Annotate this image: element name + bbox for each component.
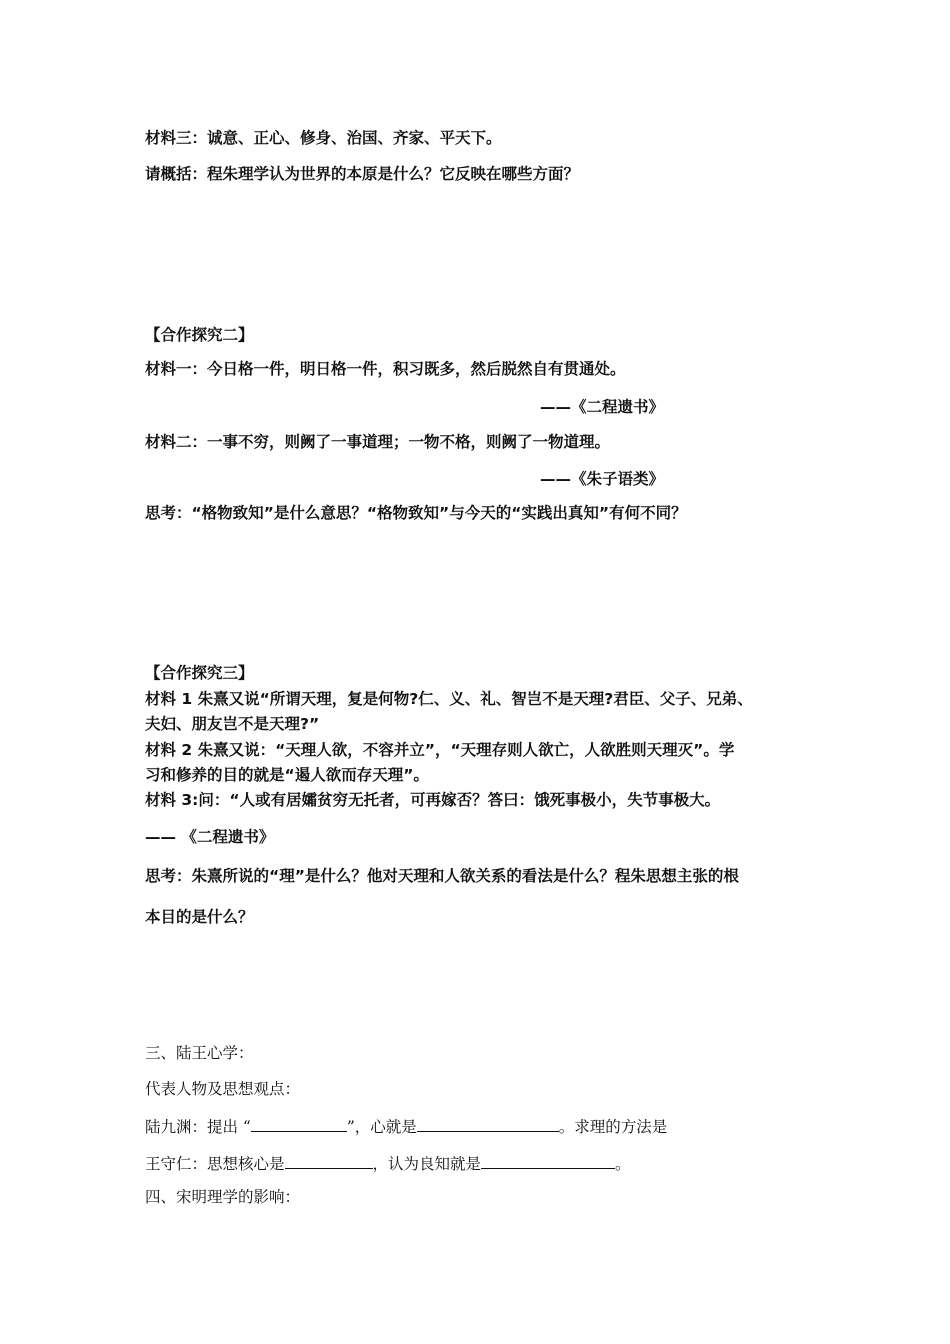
blank-lu-proposal[interactable] bbox=[251, 1115, 347, 1132]
wang-prefix: 王守仁：思想核心是 bbox=[145, 1155, 285, 1173]
inquiry-2-material-2: 材料二：一事不穷，则阙了一事道理；一物不格，则阙了一物道理。 bbox=[145, 433, 611, 451]
inquiry-3-think-a: 思考：朱熹所说的“理”是什么？他对天理和人欲关系的看法是什么？程朱思想主张的根 bbox=[145, 867, 739, 885]
wang-shouren-line bbox=[145, 1152, 631, 1174]
blank-wang-liangzhi[interactable] bbox=[481, 1152, 615, 1169]
section-3-subheading: 代表人物及思想观点： bbox=[145, 1080, 301, 1098]
wang-mid: ，认为良知就是 bbox=[372, 1155, 482, 1173]
blank-lu-mind[interactable] bbox=[417, 1115, 559, 1132]
inquiry-3-material-3: 材料 3:问：“人或有居孀贫穷无托者，可再嫁否？答曰：饿死事极小，失节事极大。 bbox=[145, 791, 721, 809]
inquiry-3-heading: 【合作探究三】 bbox=[145, 664, 254, 682]
inquiry-2-think: 思考：“格物致知”是什么意思？“格物致知”与今天的“实践出真知”有何不同？ bbox=[145, 504, 687, 522]
section-4-heading: 四、宋明理学的影响： bbox=[145, 1188, 301, 1206]
inquiry-2-source-2: ——《朱子语类》 bbox=[540, 470, 665, 488]
lu-prefix: 陆九渊：提出 “ bbox=[145, 1118, 251, 1136]
material-3: 材料三：诚意、正心、修身、治国、齐家、平天下。 bbox=[145, 129, 502, 147]
blank-wang-core[interactable] bbox=[285, 1152, 373, 1169]
inquiry-3-material-1a: 材料 1 朱熹又说“所谓天理，复是何物?仁、义、礼、智岂不是天理?君臣、父子、兄弟、 bbox=[145, 690, 753, 708]
inquiry-3-material-2a: 材料 2 朱熹又说：“天理人欲，不容并立”，“天理存则人欲亡，人欲胜则天理灭”。学 bbox=[145, 741, 735, 759]
inquiry-3-material-1b: 夫妇、朋友岂不是天理?” bbox=[145, 715, 320, 733]
inquiry-3-material-2b: 习和修养的目的就是“遏人欲而存天理”。 bbox=[145, 766, 429, 784]
lu-suffix: 。求理的方法是 bbox=[558, 1118, 668, 1136]
inquiry-2-material-1: 材料一：今日格一件，明日格一件，积习既多，然后脱然自有贯通处。 bbox=[145, 360, 626, 378]
inquiry-3-source: —— 《二程遗书》 bbox=[145, 828, 275, 846]
wang-suffix: 。 bbox=[615, 1155, 631, 1173]
inquiry-2-source-1: ——《二程遗书》 bbox=[540, 398, 665, 416]
inquiry-2-heading: 【合作探究二】 bbox=[145, 326, 254, 344]
lu-mid: ”，心就是 bbox=[346, 1118, 417, 1136]
section-3-heading: 三、陆王心学： bbox=[145, 1044, 254, 1062]
summary-question: 请概括：程朱理学认为世界的本原是什么？它反映在哪些方面？ bbox=[145, 165, 580, 183]
inquiry-3-think-b: 本目的是什么？ bbox=[145, 908, 254, 926]
lu-jiuyuan-line bbox=[145, 1115, 667, 1137]
